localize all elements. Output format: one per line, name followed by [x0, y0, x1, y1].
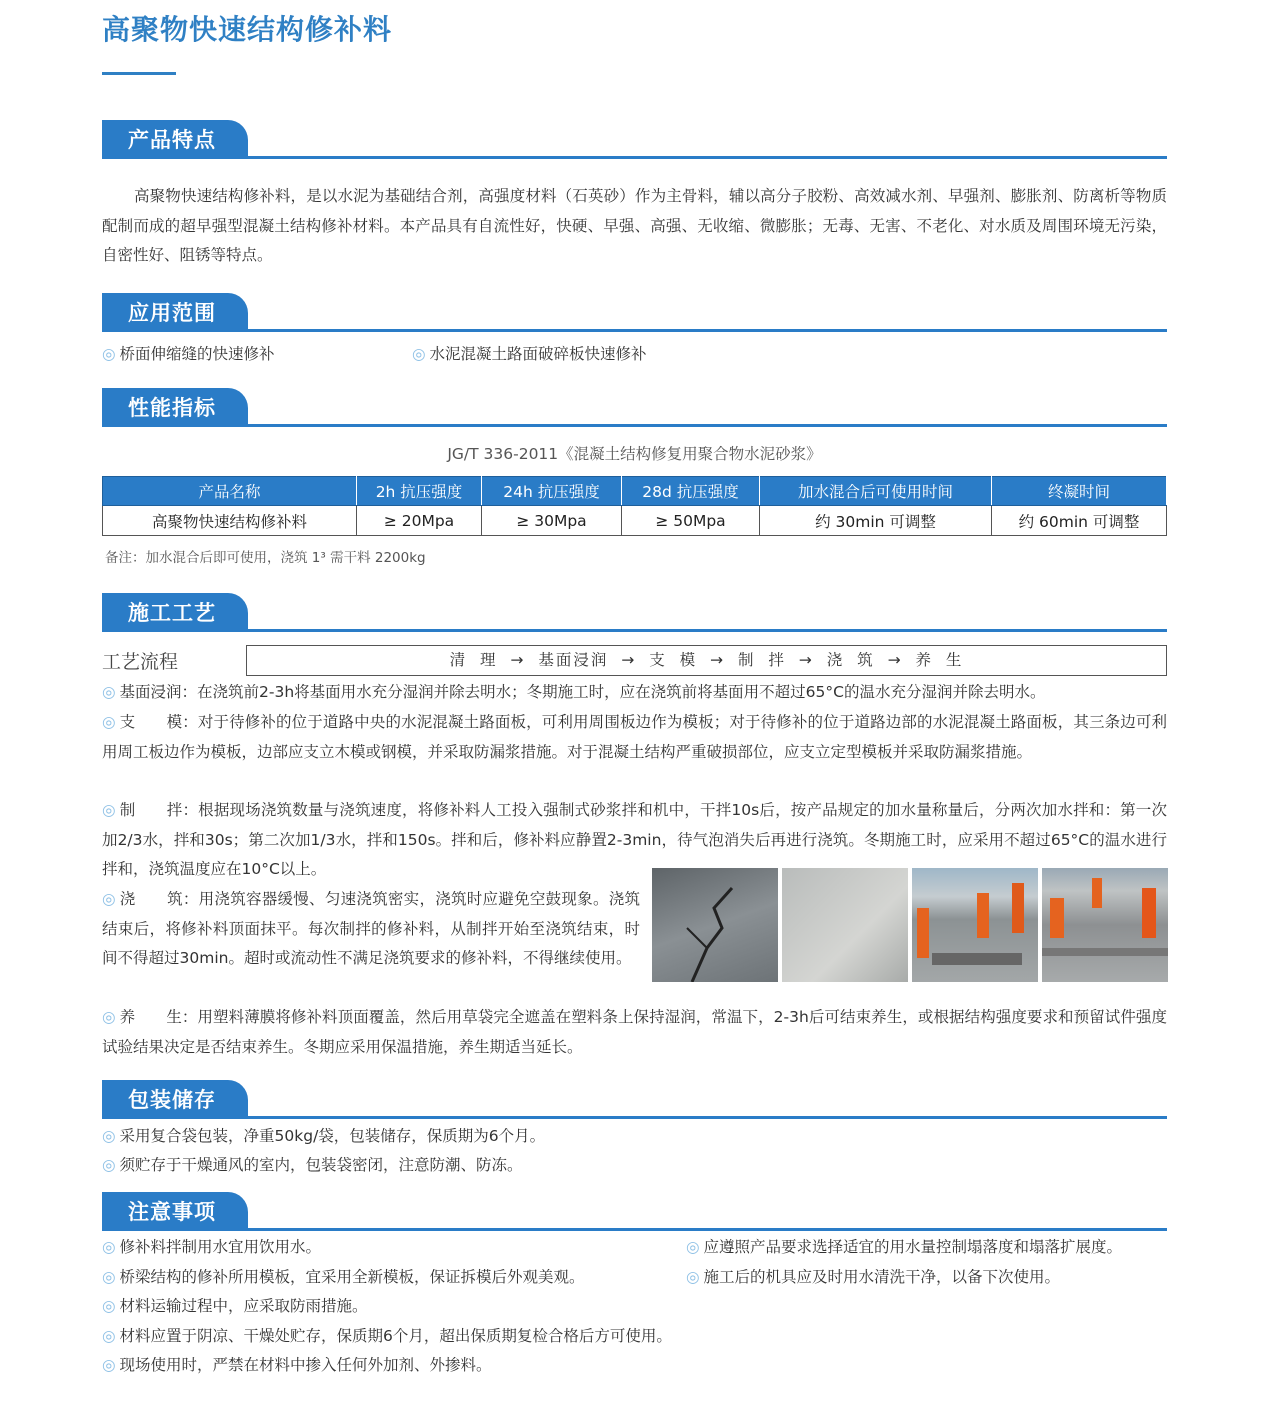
- section-header-notes: [102, 1192, 1167, 1232]
- section-rule: [102, 1228, 1167, 1231]
- section-rule: [102, 629, 1167, 632]
- bullet-icon: ◎: [102, 1326, 116, 1345]
- notes-right-column: [686, 1233, 1122, 1292]
- process-flow-box: 清 理 → 基面浸润 → 支 模 → 制 拌 → 浇 筑 → 养 生: [246, 645, 1167, 676]
- photo-cracked-pavement: [652, 868, 778, 982]
- section-header-performance: [102, 388, 1167, 428]
- step-item: ◎ 浇 筑：用浇筑容器缓慢、匀速浇筑密实，浇筑时应避免空鼓现象。浇筑结束后，将修补料顶面抹平。每次制拌的修补料，从制拌开始至浇筑结束，时间不得超过30min。超时或流动性不满足浇筑要求的修补料，不得继续使用。: [102, 890, 640, 967]
- bullet-icon: ◎: [102, 1008, 116, 1026]
- section-header-scope: [102, 293, 1167, 333]
- list-item: ◎ 水泥混凝土路面破碎板快速修补: [412, 345, 647, 363]
- section-header-features: [102, 120, 1167, 160]
- standard-reference: JG/T 336-2011《混凝土结构修复用聚合物水泥砂浆》: [447, 445, 822, 463]
- list-item: ◎ 材料应置于阴凉、干燥处贮存，保质期6个月，超出保质期复检合格后方可使用。: [102, 1326, 672, 1345]
- bullet-icon: ◎: [102, 345, 116, 363]
- column-header: 产品名称: [103, 477, 357, 506]
- column-header: 终凝时间: [992, 477, 1167, 506]
- table-cell: ≥ 30Mpa: [482, 506, 622, 536]
- bullet-icon: ◎: [102, 1127, 116, 1145]
- title-divider: [102, 72, 176, 75]
- list-item: ◎ 施工后的机具应及时用水清洗干净，以备下次使用。: [686, 1267, 1061, 1286]
- section-header-packaging: [102, 1080, 1167, 1120]
- bullet-icon: ◎: [102, 1156, 116, 1174]
- notes-left-column: [102, 1233, 672, 1381]
- list-item: ◎ 修补料拌制用水宜用饮用水。: [102, 1238, 322, 1256]
- performance-table: [102, 476, 1167, 536]
- list-item: ◎ 须贮存于干燥通风的室内，包装袋密闭，注意防潮、防冻。: [102, 1156, 523, 1174]
- table-cell: ≥ 50Mpa: [622, 506, 760, 536]
- list-item: ◎ 桥梁结构的修补所用模板，宜采用全新模板，保证拆模后外观美观。: [102, 1267, 585, 1286]
- section-tab: 产品特点: [102, 120, 248, 158]
- table-note: 备注：加水混合后即可使用，浇筑 1³ 需干料 2200kg: [105, 550, 426, 566]
- section-tab: 注意事项: [102, 1192, 248, 1230]
- section-rule: [102, 1116, 1167, 1119]
- bullet-icon: ◎: [412, 345, 426, 363]
- step-item: ◎ 基面浸润：在浇筑前2-3h将基面用水充分湿润并除去明水；冬期施工时，应在浇筑前将基面用不超过65°C的温水充分湿润并除去明水。: [102, 683, 1046, 701]
- section-tab: 施工工艺: [102, 593, 248, 631]
- bullet-icon: ◎: [102, 1297, 116, 1315]
- column-header: 2h 抗压强度: [357, 477, 482, 506]
- photo-strip: [652, 0, 1168, 1]
- section-header-construction: [102, 593, 1167, 633]
- step-item: ◎ 支 模：对于待修补的位于道路中央的水泥混凝土路面板，可利用周围板边作为模板；对于待修补的位于道路边部的水泥混凝土路面板，其三条边可利用周工板边作为模板，边部应支立木模或钢模，并采取防漏浆措施。对于混凝土结构严重破损部位，应支立定型模板并采取防漏浆措施。: [102, 713, 1167, 761]
- list-item: ◎ 采用复合袋包装，净重50kg/袋，包装储存，保质期为6个月。: [102, 1127, 546, 1145]
- table-cell: ≥ 20Mpa: [357, 506, 482, 536]
- photo-workers-repair: [912, 868, 1038, 982]
- flow-label: 工艺流程: [102, 651, 179, 673]
- section-rule: [102, 329, 1167, 332]
- list-item: ◎ 现场使用时，严禁在材料中掺入任何外加剂、外掺料。: [102, 1356, 492, 1374]
- bullet-icon: ◎: [102, 713, 116, 731]
- bullet-icon: ◎: [102, 1356, 116, 1374]
- bullet-icon: ◎: [686, 1267, 700, 1286]
- table-cell: 约 60min 可调整: [992, 506, 1167, 536]
- section-rule: [102, 424, 1167, 427]
- bullet-icon: ◎: [102, 890, 116, 908]
- list-item: ◎ 桥面伸缩缝的快速修补: [102, 345, 275, 363]
- list-item: ◎ 材料运输过程中，应采取防雨措施。: [102, 1297, 368, 1315]
- column-header: 24h 抗压强度: [482, 477, 622, 506]
- table-cell: 高聚物快速结构修补料: [103, 506, 357, 536]
- step-item: ◎ 制 拌：根据现场浇筑数量与浇筑速度，将修补料人工投入强制式砂浆拌和机中，干拌10s后，按产品规定的加水量称量后，分两次加水拌和：第一次加2/3水，拌和30s；第二次加1/3水，拌和150s。拌和后，修补料应静置2-3min，待气泡消失后再进行浇筑。冬期施工时，应采用不超过65°C的温水进行拌和，浇筑温度应在10°C以上。: [102, 801, 1167, 878]
- page-title: 高聚物快速结构修补料: [102, 13, 393, 46]
- column-header: 加水混合后可使用时间: [760, 477, 992, 506]
- bullet-icon: ◎: [102, 1267, 116, 1286]
- photo-workers-pouring: [1042, 868, 1168, 982]
- section-rule: [102, 156, 1167, 159]
- table-header-row: [103, 477, 1167, 506]
- section-tab: 应用范围: [102, 293, 248, 331]
- table-cell: 约 30min 可调整: [760, 506, 992, 536]
- list-item: ◎ 应遵照产品要求选择适宜的用水量控制塌落度和塌落扩展度。: [686, 1238, 1123, 1256]
- table-row: [103, 506, 1167, 536]
- bullet-icon: ◎: [102, 801, 116, 819]
- bullet-icon: ◎: [102, 1238, 116, 1256]
- section-tab: 包装储存: [102, 1080, 248, 1118]
- section-tab: 性能指标: [102, 388, 248, 426]
- column-header: 28d 抗压强度: [622, 477, 760, 506]
- bullet-icon: ◎: [686, 1238, 700, 1256]
- features-text: 高聚物快速结构修补料，是以水泥为基础结合剂，高强度材料（石英砂）作为主骨料，辅以高分子胶粉、高效减水剂、早强剂、膨胀剂、防离析等物质配制而成的超早强型混凝土结构修补材料。本产品具有自流性好，快硬、早强、高强、无收缩、微膨胀；无毒、无害、不老化、对水质及周围环境无污染，自密性好、阻锈等特点。: [102, 187, 1167, 264]
- photo-concrete-surface: [782, 868, 908, 982]
- step-item: ◎ 养 生：用塑料薄膜将修补料顶面覆盖，然后用草袋完全遮盖在塑料条上保持湿润，常温下，2-3h后可结束养生，或根据结构强度要求和预留试件强度试验结果决定是否结束养生。冬期应采用保温措施，养生期适当延长。: [102, 1008, 1167, 1056]
- bullet-icon: ◎: [102, 683, 116, 701]
